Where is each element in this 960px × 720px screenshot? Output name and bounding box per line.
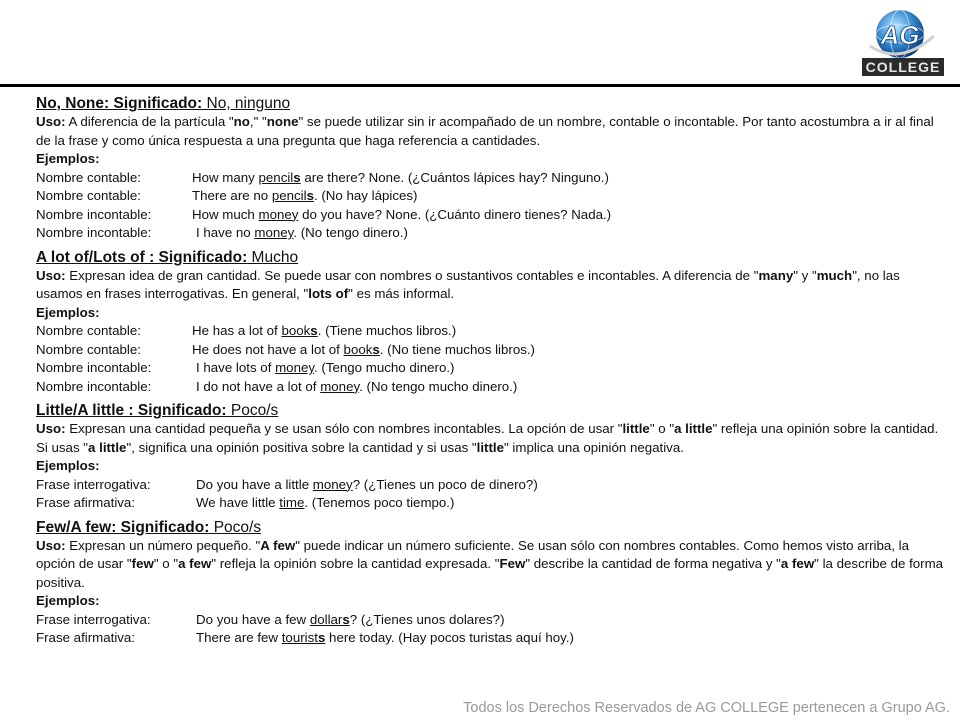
example-line: Nombre contable: He has a lot of books. (Tiene muchos libros.) (36, 323, 457, 338)
section-a-lot-of (36, 248, 946, 397)
section-few (36, 518, 946, 648)
example-line: Nombre incontable: I have lots of money. (Tengo mucho dinero.) (36, 360, 455, 375)
example-line: Frase afirmativa: We have little time. (Tenemos poco tiempo.) (36, 495, 455, 510)
header-divider (0, 84, 960, 87)
section-little (36, 401, 946, 513)
lesson-content (36, 94, 946, 653)
ag-college-logo (856, 6, 948, 80)
svg-text:AG: AG (880, 20, 920, 50)
example-line: Nombre contable: There are no pencils. (No hay lápices) (36, 188, 418, 203)
example-line: Nombre incontable: I do not have a lot of money. (No tengo mucho dinero.) (36, 378, 518, 394)
section-title: A lot of/Lots of : Significado: Mucho (36, 248, 299, 266)
copyright-footer: Todos los Derechos Reservados de AG COLLEGE pertenecen a Grupo AG. (463, 700, 950, 716)
section-title: No, None: Significado: No, ninguno (36, 95, 291, 112)
section-title: Few/A few: Significado: Poco/s (36, 518, 262, 536)
usage-paragraph: Uso: A diferencia de la partícula "no," "none" se puede utilizar sin ir acompañado de un nombre, contable o incontable. Por tanto acostumbra a ir al final de la frase y como única respuesta a una pregunta que haga referencia a cantidades. (36, 114, 934, 148)
example-line: Frase interrogativa: Do you have a little money? (¿Tienes un poco de dinero?) (36, 476, 538, 492)
section-no-none (36, 94, 946, 243)
usage-paragraph: Uso: Expresan una cantidad pequeña y se usan sólo con nombres incontables. La opción de usar "little" o "a little" refleja una opinión sobre la cantidad. Si usas "a little", significa una opinión positiva sobre la cantidad y si usas "little" implica una opinión negativa. (36, 421, 939, 455)
example-line: Nombre contable: How many pencils are there? None. (¿Cuántos lápices hay? Ninguno.) (36, 169, 609, 185)
examples-heading: Ejemplos: (36, 458, 100, 473)
example-line: Frase afirmativa: There are few tourists here today. (Hay pocos turistas aquí hoy.) (36, 630, 574, 645)
example-line: Frase interrogativa: Do you have a few dollars? (¿Tienes unos dolares?) (36, 611, 505, 627)
example-line: Nombre incontable: How much money do you have? None. (¿Cuánto dinero tienes? Nada.) (36, 206, 612, 222)
usage-paragraph: Uso: Expresan un número pequeño. "A few" puede indicar un número suficiente. Se usan sólo con nombres contables. Como hemos visto arriba, la opción de usar "few" o "a few" refleja la opinión sobre la cantidad expresada. "Few" describe la cantidad de forma negativa y "a few" la describe de forma positiva. (36, 537, 944, 590)
examples-heading: Ejemplos: (36, 151, 100, 166)
svg-text:COLLEGE: COLLEGE (865, 59, 941, 75)
examples-heading: Ejemplos: (36, 593, 100, 608)
example-line: Nombre incontable: I have no money. (No tengo dinero.) (36, 225, 408, 240)
section-title: Little/A little : Significado: Poco/s (36, 402, 279, 419)
globe-logo-icon (856, 6, 948, 80)
usage-paragraph: Uso: Expresan idea de gran cantidad. Se puede usar con nombres o sustantivos contables e incontables. A diferencia de "many" y "much", no las usamos en frases interrogativas. En general, "lots of" es más informal. (36, 267, 900, 301)
examples-heading: Ejemplos: (36, 304, 100, 320)
example-line: Nombre contable: He does not have a lot of books. (No tiene muchos libros.) (36, 341, 535, 357)
